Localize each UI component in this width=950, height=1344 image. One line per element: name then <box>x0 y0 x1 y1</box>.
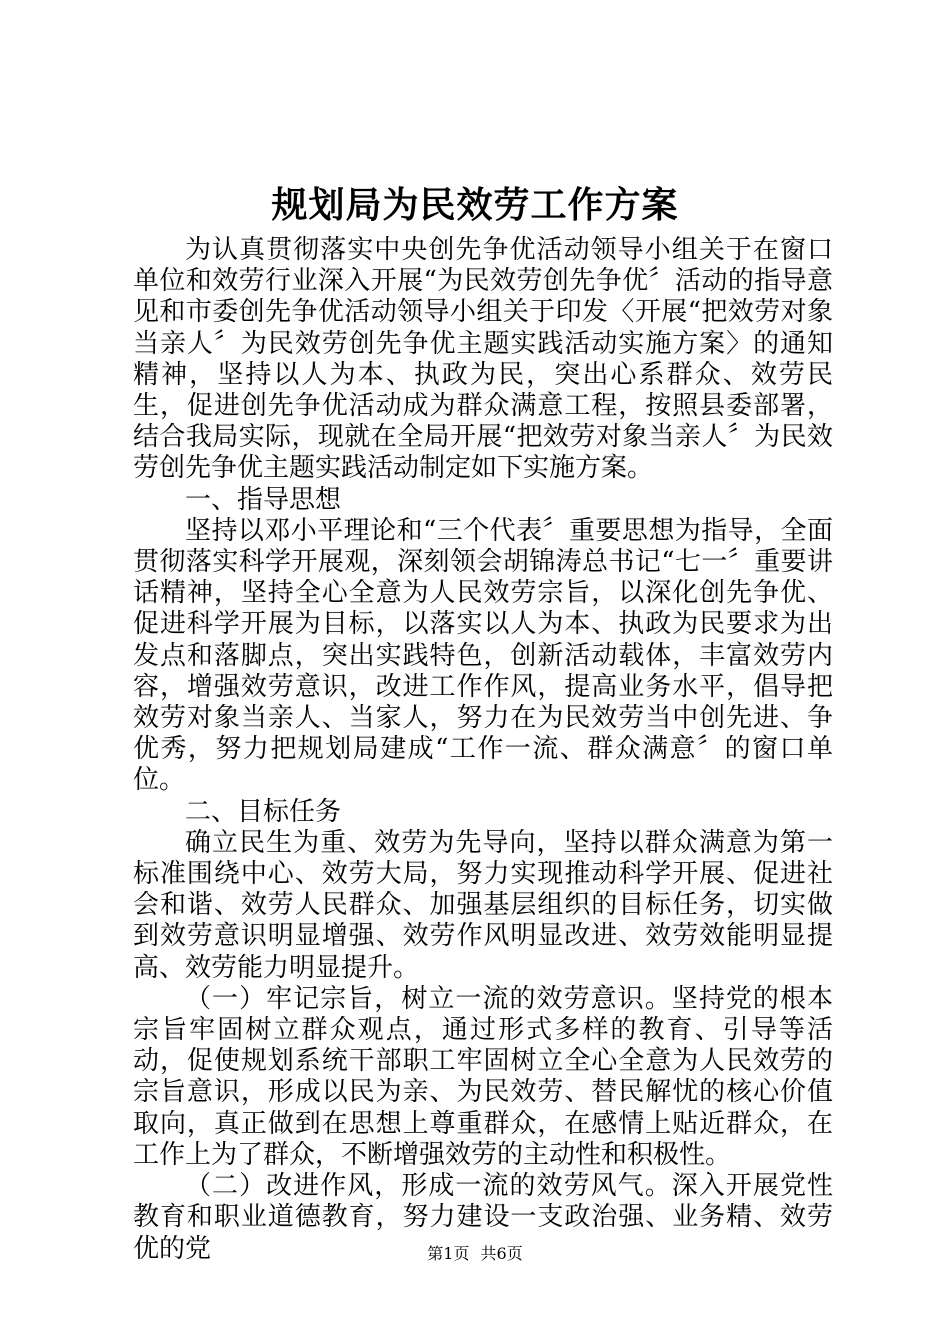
page-footer <box>0 1244 950 1264</box>
page-total: 共6页 <box>480 1244 523 1263</box>
paragraph-guiding-ideology: 坚持以邓小平理论和“三个代表〞重要思想为指导，全面贯彻落实科学开展观，深刻领会胡锦涛总书记“七一〞重要讲话精神，坚持全心全意为人民效劳宗旨，以深化创先争优、促进科学开展为目标，以落实以人为本、执政为民要求为出发点和落脚点，突出实践特色，创新活动载体，丰富效劳内容，增强效劳意识，改进工作作风，提高业务水平，倡导把效劳对象当亲人、当家人，努力在为民效劳当中创先进、争优秀，努力把规划局建成“工作一流、群众满意〞的窗口单位。 <box>133 515 833 796</box>
section-heading-goals: 二、目标任务 <box>185 796 342 827</box>
paragraph-item-1: （一）牢记宗旨，树立一流的效劳意识。坚持党的根本宗旨牢固树立群众观点，通过形式多样的教育、引导等活动，促使规划系统干部职工牢固树立全心全意为人民效劳的宗旨意识，形成以民为亲、为民效劳、替民解忧的核心价值取向，真正做到在思想上尊重群众，在感情上贴近群众，在工作上为了群众，不断增强效劳的主动性和积极性。 <box>133 983 833 1170</box>
paragraph-item-2: （二）改进作风，形成一流的效劳风气。深入开展党性教育和职业道德教育，努力建设一支政治强、业务精、效劳优的党 <box>133 1171 833 1264</box>
paragraph-goals: 确立民生为重、效劳为先导向，坚持以群众满意为第一标准围绕中心、效劳大局，努力实现推动科学开展、促进社会和谐、效劳人民群众、加强基层组织的目标任务，切实做到效劳意识明显增强、效劳作风明显改进、效劳效能明显提高、效劳能力明显提升。 <box>133 827 833 983</box>
page-number: 第1页 <box>427 1244 470 1263</box>
section-heading-guiding-ideology: 一、指导思想 <box>185 484 342 515</box>
document-title: 规划局为民效劳工作方案 <box>271 184 679 226</box>
paragraph-intro: 为认真贯彻落实中央创先争优活动领导小组关于在窗口单位和效劳行业深入开展“为民效劳创先争优〞活动的指导意见和市委创先争优活动领导小组关于印发〈开展“把效劳对象当亲人〞为民效劳创先争优主题实践活动实施方案〉的通知精神，坚持以人为本、执政为民，突出心系群众、效劳民生，促进创先争优活动成为群众满意工程，按照县委部署，结合我局实际，现就在全局开展“把效劳对象当亲人〞为民效劳创先争优主题实践活动制定如下实施方案。 <box>133 235 833 484</box>
document-body <box>133 235 833 1265</box>
